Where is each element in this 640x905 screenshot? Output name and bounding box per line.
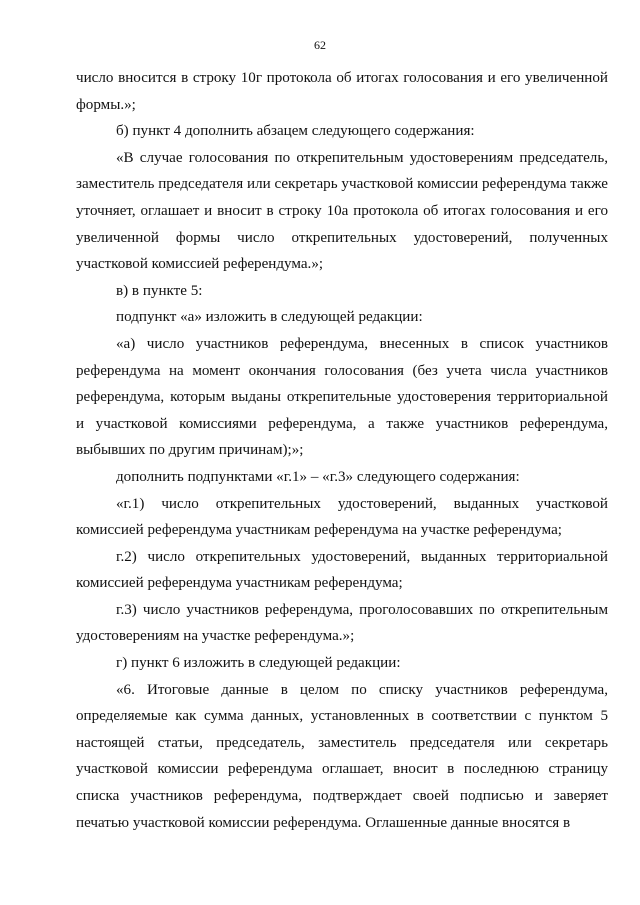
paragraph-4: в) в пункте 5: (116, 282, 203, 299)
paragraph-2: б) пункт 4 дополнить абзацем следующего содержания: (116, 123, 475, 140)
paragraph-1: число вносится в строку 10г протокола об итогах голосования и его увеличенной формы.»; (76, 70, 608, 113)
paragraph-8: «г.1) число открепительных удостоверений, выданных участковой комиссией референдума участникам референдума на участке референдума; (76, 495, 608, 539)
page-number: 62 (314, 38, 326, 52)
paragraph-6: «а) число участников референдума, внесенных в список участников референдума на момент окончания голосования (без учета числа участников референдума, которым выданы открепительные удостоверения территориальной и участковой комиссиями референдума, а также участников референдума, выбывших по другим причинам);»; (76, 335, 608, 459)
paragraph-7: дополнить подпунктами «г.1» – «г.3» следующего содержания: (116, 468, 520, 485)
paragraph-3: «В случае голосования по открепительным удостоверениям председатель, заместитель председателя или секретарь участковой комиссии референдума также уточняет, оглашает и вносит в строку 10а протокола об итогах голосования и его увеличенной формы число открепительных удостоверений, полученных участковой комиссией референдума.»; (76, 149, 608, 273)
paragraph-11: г) пункт 6 изложить в следующей редакции: (116, 655, 401, 672)
paragraph-9: г.2) число открепительных удостоверений, выданных территориальной комиссией референдума участникам референдума; (76, 548, 608, 592)
paragraph-5: подпункт «а» изложить в следующей редакции: (116, 309, 423, 326)
paragraph-10: г.3) число участников референдума, проголосовавших по открепительным удостоверениям на участке референдума.»; (76, 601, 608, 645)
paragraph-12: «6. Итоговые данные в целом по списку участников референдума, определяемые как сумма данных, установленных в соответствии с пунктом 5 настоящей статьи, председатель, заместитель председателя или секретарь участковой комиссии референдума оглашает, вносит в последнюю страницу списка участников референдума, подтверждает своей подписью и заверяет печатью участковой комиссии референдума. Оглашенные данные вносятся в (76, 681, 608, 831)
document-body (76, 65, 608, 836)
